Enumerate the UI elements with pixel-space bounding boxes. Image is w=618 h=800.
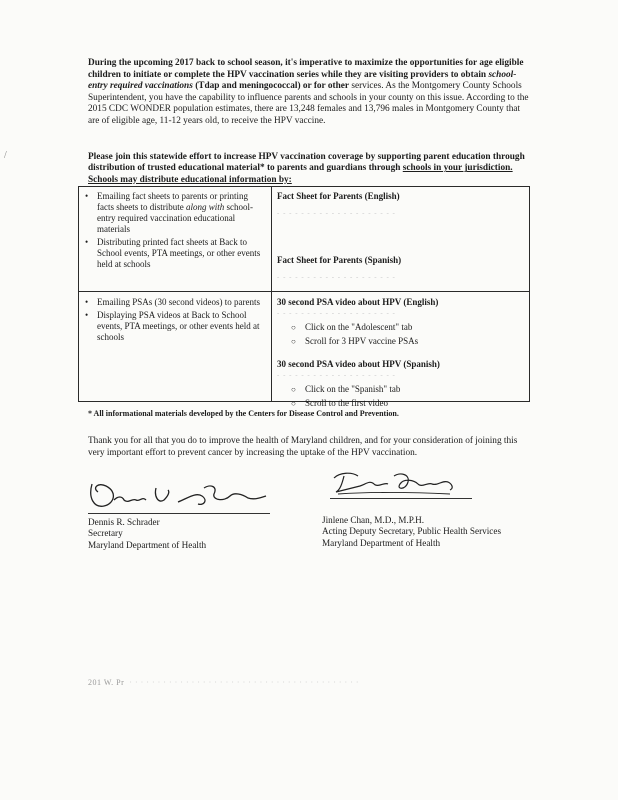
bullet-icon: • [85,191,89,201]
circle-bullet-icon: ○ [291,399,296,408]
circle-bullet-icon: ○ [291,385,296,394]
redacted-url: - - - - - - - - - - - - - - - - - - - - [277,309,396,317]
list-item: ○ Scroll to the first video [291,398,388,408]
redacted-url: - - - - - - - - - - - - - - - - - - - - [277,209,396,217]
signature-dennis-schrader [84,478,274,514]
fact-sheet-spanish-link[interactable]: Fact Sheet for Parents (Spanish) [277,255,402,265]
address-footer: 201 W. Pr · · · · · · · · · · · · · · · · · · · · · · · · · · · · · · · · · · · · · · · · · [88,678,360,687]
row1-right-cell [277,191,525,283]
row2-left-cell [83,297,265,345]
table-divider-horizontal [79,291,529,292]
psa-english-link[interactable]: 30 second PSA video about HPV (English) [277,297,439,307]
signer2-org: Maryland Department of Health [322,537,441,548]
list-item: • Distributing printed fact sheets at Back to School events, PTA meetings, or other events held at schools [85,237,261,269]
signer1-name: Dennis R. Schrader [88,517,160,527]
signer1-org: Maryland Department of Health [88,539,207,550]
signature-jinlene-chan [330,468,460,498]
signature-line [88,513,270,514]
intro-italic-text: school-entry required vaccinations [88,69,517,92]
signer1-block [88,517,288,551]
bullet-icon: • [85,237,89,247]
bullet-icon: • [85,310,89,320]
redacted-url: - - - - - - - - - - - - - - - - - - - - [277,371,396,379]
psa-spanish-link[interactable]: 30 second PSA video about HPV (Spanish) [277,359,440,369]
list-item: ○ Click on the "Spanish" tab [291,384,401,394]
circle-bullet-icon: ○ [291,337,296,346]
request-main-text: Please join this statewide effort to increase HPV vaccination coverage by supporting parent education through distribution of trusted educational material* to parents and guardians through [88,152,525,174]
address-fragment: 201 W. Pr [88,678,125,687]
fact-sheet-english-link[interactable]: Fact Sheet for Parents (English) [277,191,400,201]
signer2-block [322,515,552,549]
intro-normal-text: services. As the Montgomery County Schools Superintendent, you have the capability to influence parents and schools in your county on this issue. According to the 2015 CDC WONDER population estimates, there are 13,248 females and 13,796 males in Montgomery County that are of eligible age, 11-12 years old, to receive the HPV vaccine. [88,81,529,126]
footnote: * All informational materials developed by the Centers for Disease Control and Prevention. [88,409,399,418]
list-item: ○ Click on the "Adolescent" tab [291,322,413,332]
list-item: ○ Scroll for 3 HPV vaccine PSAs [291,336,419,346]
list-item: • Displaying PSA videos at Back to School events, PTA meetings, or other events held at schools [85,310,260,342]
table-divider-vertical [271,187,272,401]
signer1-title: Secretary [88,528,123,539]
intro-bold-tail: (Tdap and meningococcal) or for other [195,81,350,92]
intro-paragraph [88,58,530,128]
scan-mark: / [4,150,7,161]
redacted-url: - - - - - - - - - - - - - - - - - - - - [277,273,396,281]
request-underlined-text: schools in your jurisdiction. Schools may distribute educational information by: [88,163,513,185]
signature-line [330,498,472,499]
signer2-name: Jinlene Chan, M.D., M.P.H. [322,515,425,525]
circle-bullet-icon: ○ [291,323,296,332]
request-paragraph [88,152,530,186]
bullet-icon: • [85,297,89,307]
row2-right-cell [277,297,525,409]
signer2-title: Acting Deputy Secretary, Public Health Services [322,526,502,537]
thanks-paragraph: Thank you for all that you do to improve the health of Maryland children, and for your consideration of joining this very important effort to prevent cancer by increasing the uptake of the HPV vaccination. [88,436,518,458]
row1-left-cell [83,191,265,272]
list-item: • Emailing PSAs (30 second videos) to parents [85,297,260,307]
materials-table [78,186,530,408]
intro-bold-text: During the upcoming 2017 back to school season, it's imperative to maximize the opportunities for age eligible children to initiate or complete the HPV vaccination series while they are visiting providers to obtain [88,58,524,80]
list-item: • Emailing fact sheets to parents or printing facts sheets to distribute along with school-entry required vaccination educational materials [85,191,253,234]
